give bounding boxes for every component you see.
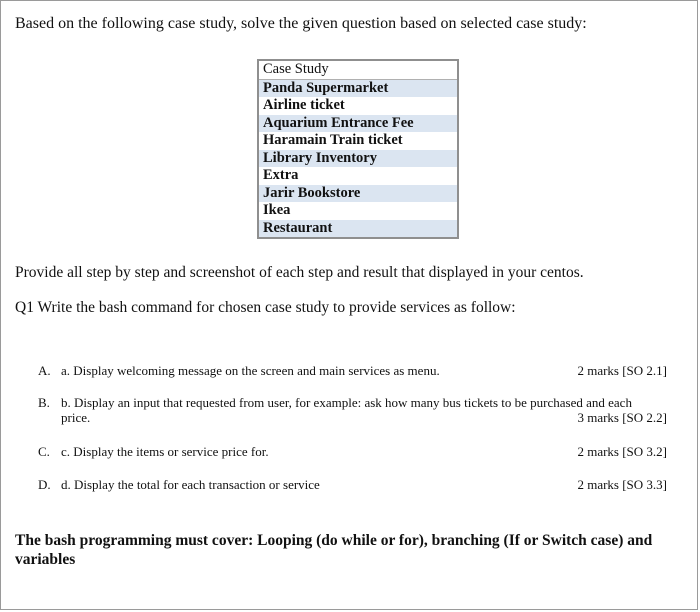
item-text: c. Display the items or service price for. bbox=[61, 444, 269, 459]
table-row: Haramain Train ticket bbox=[263, 132, 403, 148]
item-marks: 2 marks [SO 2.1] bbox=[577, 363, 667, 378]
item-letter: D. bbox=[38, 477, 51, 492]
table-row: Jarir Bookstore bbox=[259, 185, 457, 203]
item-text-continued: price. bbox=[61, 410, 91, 425]
intro-text: Based on the following case study, solve the given question based on selected case study: bbox=[15, 15, 587, 32]
table-row: Restaurant bbox=[259, 220, 457, 238]
item-letter: C. bbox=[38, 444, 50, 459]
table-row: Ikea bbox=[263, 202, 291, 218]
table-row: Extra bbox=[263, 167, 299, 183]
item-letter: A. bbox=[38, 363, 51, 378]
table-row: Aquarium Entrance Fee bbox=[259, 115, 457, 133]
item-marks: 2 marks [SO 3.2] bbox=[577, 444, 667, 459]
question-heading: Q1 Write the bash command for chosen case study to provide services as follow: bbox=[15, 299, 516, 316]
item-text: b. Display an input that requested from user, for example: ask how many bus tickets to be purchased and each bbox=[61, 395, 632, 410]
item-marks: 3 marks [SO 2.2] bbox=[577, 410, 667, 425]
instructions-text: Provide all step by step and screenshot of each step and result that displayed in your centos. bbox=[15, 264, 584, 281]
case-study-table bbox=[257, 59, 459, 239]
item-marks: 2 marks [SO 3.3] bbox=[577, 477, 667, 492]
table-header: Case Study bbox=[259, 61, 457, 80]
item-text: a. Display welcoming message on the screen and main services as menu. bbox=[61, 363, 440, 378]
item-text: d. Display the total for each transaction or service bbox=[61, 477, 320, 492]
table-row: Airline ticket bbox=[263, 97, 345, 113]
table-row: Library Inventory bbox=[259, 150, 457, 168]
requirements-text: The bash programming must cover: Looping (do while or for), branching (If or Switch case) and variables bbox=[15, 532, 653, 568]
item-letter: B. bbox=[38, 395, 50, 410]
table-row: Panda Supermarket bbox=[259, 80, 457, 98]
